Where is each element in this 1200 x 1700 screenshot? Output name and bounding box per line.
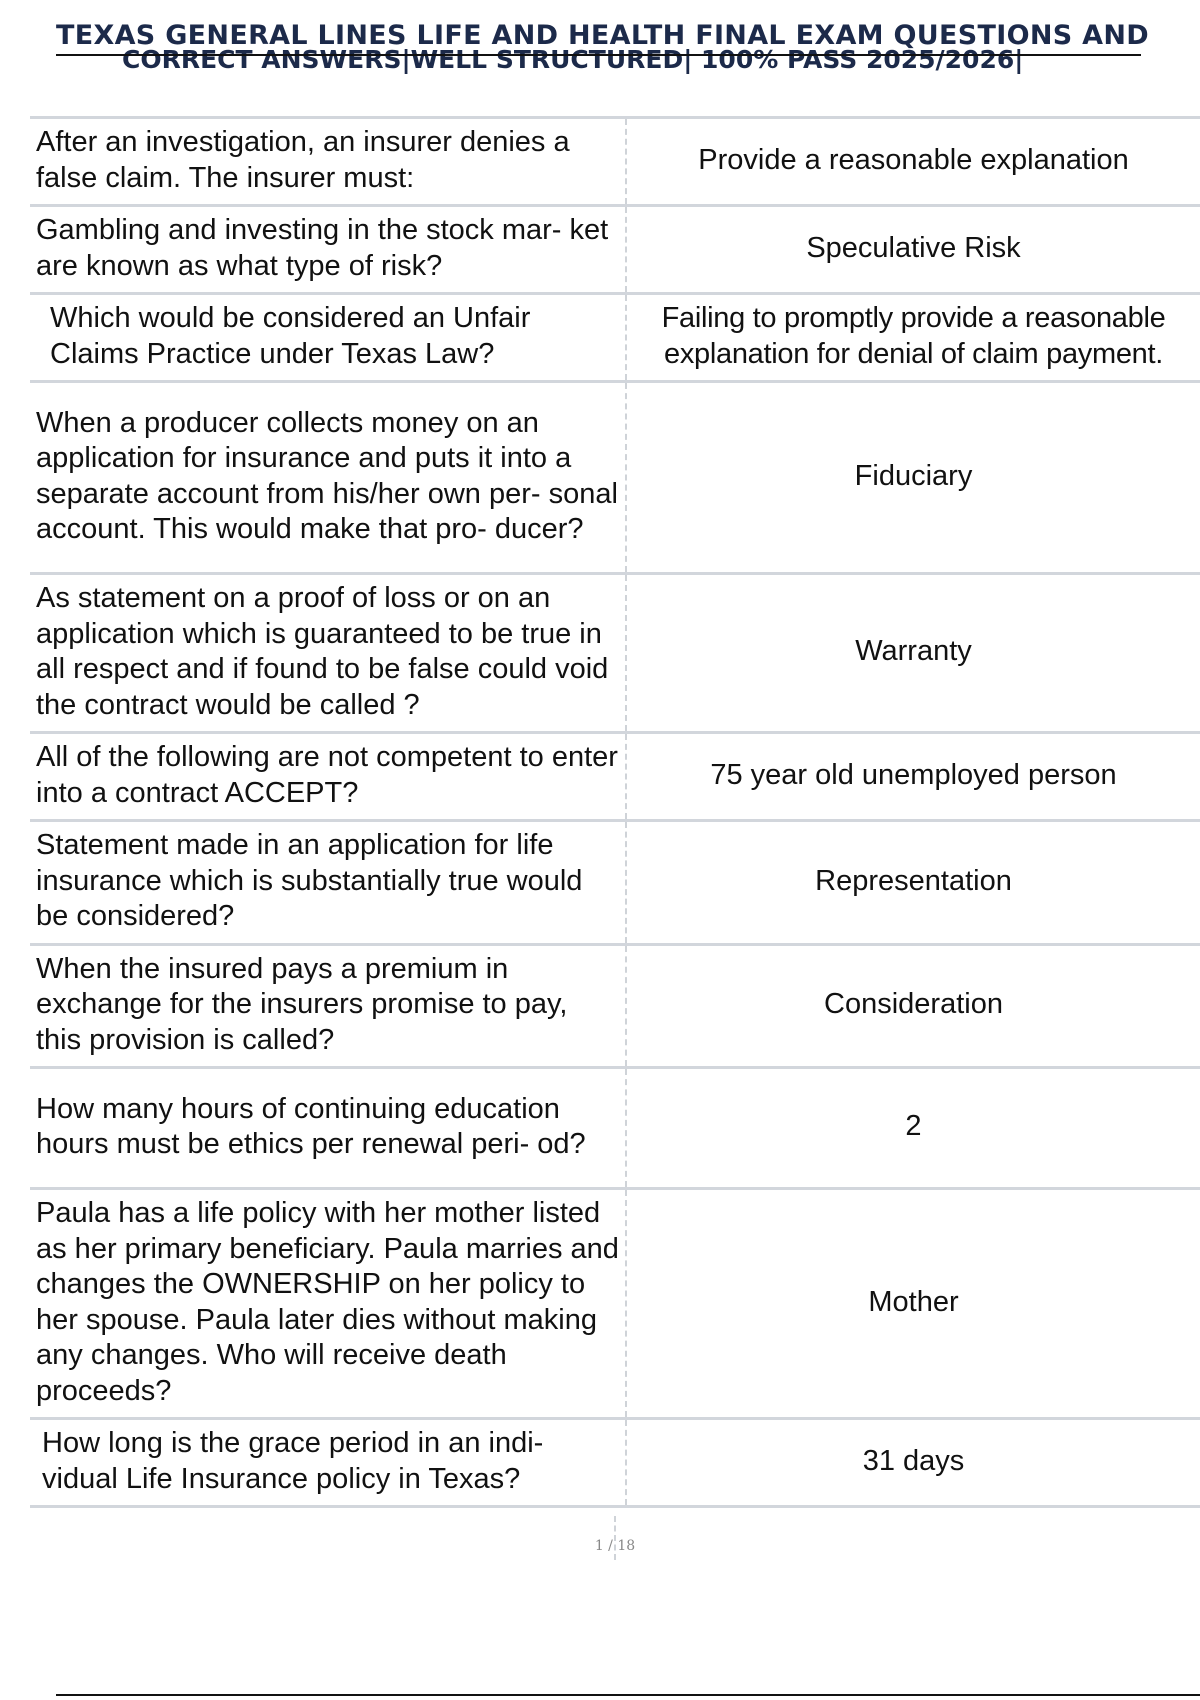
document-title-line-2: CORRECT ANSWERS|WELL STRUCTURED| 100% PASS 2025/2026| bbox=[122, 45, 1024, 74]
answer-cell: 75 year old unemployed person bbox=[626, 733, 1200, 821]
table-row bbox=[30, 1189, 1200, 1419]
table-row bbox=[30, 1068, 1200, 1189]
answer-cell: Consideration bbox=[626, 944, 1200, 1068]
question-cell: Gambling and investing in the stock mar- ket are known as what type of risk? bbox=[30, 206, 626, 294]
footer-rule bbox=[56, 1694, 1200, 1696]
answer-cell: Speculative Risk bbox=[626, 206, 1200, 294]
answer-cell: Mother bbox=[626, 1189, 1200, 1419]
document-title-line-1: TEXAS GENERAL LINES LIFE AND HEALTH FINAL EXAM QUESTIONS AND bbox=[56, 20, 1149, 51]
table-row bbox=[30, 733, 1200, 821]
question-cell: When the insured pays a premium in exchange for the insurers promise to pay, this provision is called? bbox=[30, 944, 626, 1068]
answer-cell: 2 bbox=[626, 1068, 1200, 1189]
question-cell: Which would be considered an Unfair Claims Practice under Texas Law? bbox=[30, 294, 626, 382]
document-header bbox=[56, 20, 1196, 72]
question-cell: How many hours of continuing education hours must be ethics per renewal peri- od? bbox=[30, 1068, 626, 1189]
table-row bbox=[30, 944, 1200, 1068]
question-cell: Statement made in an application for life insurance which is substantially true would be considered? bbox=[30, 821, 626, 945]
answer-cell: Warranty bbox=[626, 574, 1200, 733]
question-cell: When a producer collects money on an application for insurance and puts it into a separate account from his/her own per- sonal account. This would make that pro- ducer? bbox=[30, 382, 626, 574]
question-cell: All of the following are not competent to enter into a contract ACCEPT? bbox=[30, 733, 626, 821]
table-row bbox=[30, 574, 1200, 733]
qa-table bbox=[30, 116, 1200, 1508]
table-row bbox=[30, 118, 1200, 206]
question-cell: After an investigation, an insurer denies a false claim. The insurer must: bbox=[30, 118, 626, 206]
question-cell: Paula has a life policy with her mother listed as her primary beneficiary. Paula marries and changes the OWNERSHIP on her policy to her spouse. Paula later dies without making any changes. Who will receive death proceeds? bbox=[30, 1189, 626, 1419]
table-row bbox=[30, 206, 1200, 294]
table-row bbox=[30, 821, 1200, 945]
answer-cell: Provide a reasonable explanation bbox=[626, 118, 1200, 206]
title-underline bbox=[56, 54, 1141, 56]
answer-cell: Failing to promptly provide a reasonable explanation for denial of claim payment. bbox=[626, 294, 1200, 382]
table-row bbox=[30, 294, 1200, 382]
answer-cell: 31 days bbox=[626, 1419, 1200, 1507]
answer-cell: Fiduciary bbox=[626, 382, 1200, 574]
question-cell: How long is the grace period in an indi- vidual Life Insurance policy in Texas? bbox=[30, 1419, 626, 1507]
page-number: 1 / 18 bbox=[594, 1538, 636, 1554]
question-cell: As statement on a proof of loss or on an application which is guaranteed to be true in all respect and if found to be false could void the contract would be called ? bbox=[30, 574, 626, 733]
table-row bbox=[30, 382, 1200, 574]
answer-cell: Representation bbox=[626, 821, 1200, 945]
table-row bbox=[30, 1419, 1200, 1507]
